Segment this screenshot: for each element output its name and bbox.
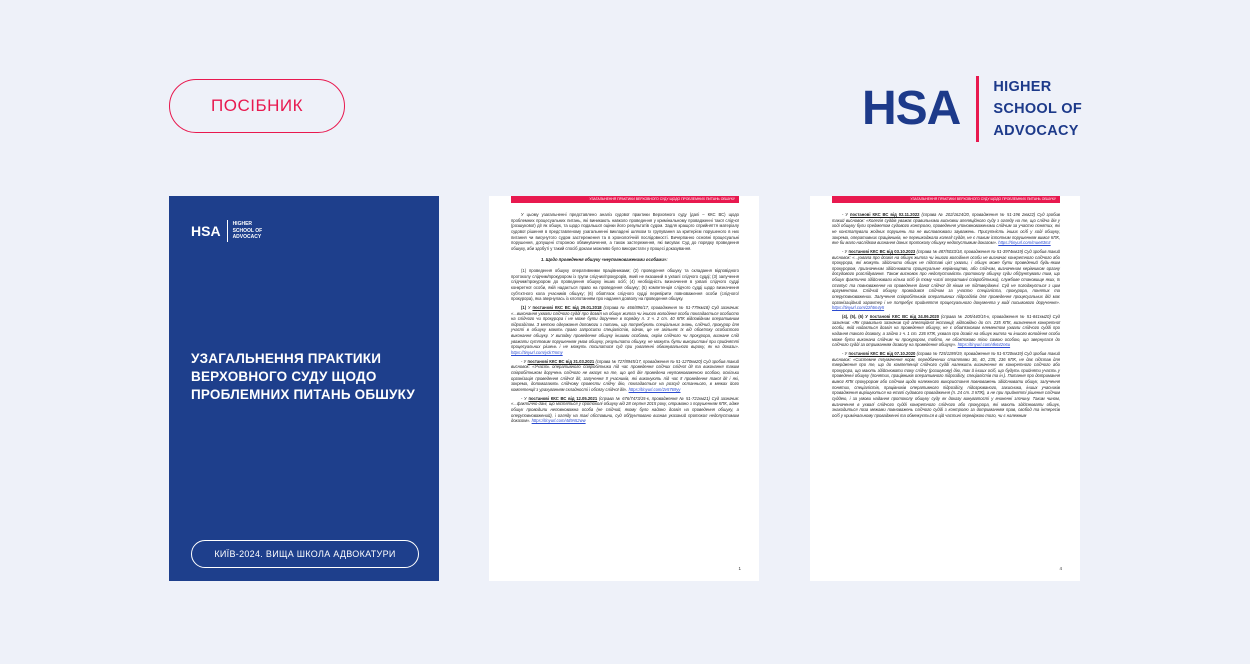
page-number: 1 <box>738 566 741 571</box>
case-link[interactable]: https://tinyurl.com/yck7mmy <box>511 349 563 355</box>
case-paragraph: - У постанові ККС ВС від 03.10.2023 (справа № 487/5033/18, провадження № 51-3974км19) Суд зробив такий висновок: «...ухвала про дозвіл на обшук житла чи іншого володіння особи не визначає конкретного слідчого або прокурора, які можуть здійснити обшук не підставі цієї ухвали, і обшук може бути проведений будь-яким прокурором, призначеним здійснювати процесуальне керівництво, або слідчим, визначеним керівником органу досудового розслідування. Також висновок про недопустимість протоколу обшуку суди обґрунтували тим, що обшук фактично здійснювали кілька осіб (в тому числі оперативні співробітники), службове становище яких, їх статус та повноваження на проведення даної слідчої дії ніким не підтверджені. Суд не погоджується з цим аргументом. Слідчий обшуку проводився слідчим за участю спеціаліста, прокурора, понятих та оперуповноважених. Залучення співробітників оперативних підрозділів для проведення процесуальних дій має організаційний характер і не потребує прийняття процесуального документа у виді письмового доручення». https://tinyurl.com/2zhtm4y5 <box>832 248 1060 311</box>
cover-logo-divider <box>227 220 228 242</box>
section-heading: 1. Щодо проведення обшуку «неуповноваженими особами»: <box>541 257 668 263</box>
page-body <box>511 212 739 427</box>
case-paragraph <box>832 314 1060 348</box>
list-paragraph: (1) проведення обшуку оперативними працівниками; (2) проведення обшуку та складання відповідного протоколу слідчим/прокурором із групи слідчих/прокурорів, який не вказаний в ухвалі слідчого судді; (3) залучення слідчим/прокурором до проведення обшуку інших осіб; (4) необхідність визначення в ухвалі слідчого судді конкретної особи, якій надається право на проведення обшуку; (5) компетенція слідчого судді щодо визначення суб'єктного кола учасників обшуку; (6) обов'язок слідчого судді перевірити повноваження особи (слідчого/прокурора), яка звернулась із клопотанням про надання дозволу на проведення обшуку. <box>511 268 739 302</box>
case-text: (справа № 466/896/17, провадження № 51-779км18) Суд зазначив: «...виконання ухвали слідчого судді про дозвіл на обшук житла чи іншого володіння особи покладається особисто на слідчого чи прокурора і не може бути доручене в порядку п. 3 ч. 2 ст. 40 КПК відповідним оперативним підрозділам. З метою одержання допомоги з питань, що потребують спеціальних знань, слідчий, прокурор для участі в обшуку мають право запросити спеціалістів, однак, це не звільняє їх від обов'язку особистого виконання обшуку. У випадку проведення обшуку іншими особами, окрім слідчого чи прокурора, визнане слід уважати суттєвим порушенням умов обшуку, результати обшуку, не можуть бути використані при прийнятті процесуальних рішень і не можуть посилатися суд при ухваленні обвинувального вироку, як на докази». <box>511 304 739 350</box>
logo-line-2: SCHOOL OF <box>993 100 1082 117</box>
cover-logo-mark: HSA <box>191 223 221 239</box>
logo-line-3: ADVOCACY <box>993 123 1079 140</box>
case-prefix: (4), (5), (6) У <box>842 314 868 319</box>
page-header: УЗАГАЛЬНЕННЯ ПРАКТИКИ ВЕРХОВНОГО СУДУ ЩОДО ПРОБЛЕМНИХ ПИТАНЬ ОБШУКУ <box>511 196 739 203</box>
guide-badge: ПОСІБНИК <box>169 79 345 133</box>
cover-logo-words <box>233 221 263 241</box>
case-link[interactable]: https://tinyurl.com/mue83mz <box>998 240 1051 246</box>
page-header: УЗАГАЛЬНЕННЯ ПРАКТИКИ ВЕРХОВНОГО СУДУ ЩОДО ПРОБЛЕМНИХ ПИТАНЬ ОБШУКУ <box>832 196 1060 203</box>
case-ref: постанові ККС ВС від 24.06.2020 <box>869 314 940 319</box>
case-link[interactable]: https://tinyurl.com/4d9n52ww <box>531 418 586 424</box>
case-text: (справа № 727/8945/17, провадження № 51-1270км20) Суд зробив такий висновок: «Участь оперативного співробітника під час проведення слідчих слідчої дії та виконання таким співробітником доручень слідчого не вказує на те, що цей дія проведена неуповноваженою особою, оскільки організація проведення слідчої дії, залучення її учасників, які виконують під час її проведення такої дії і які, зокрема, допомагають слідчому провести слідчу дію, покладається на розсуд останнього, в межах його компетенції з урахуванням складності і обсягу слідчої дії». <box>511 358 739 392</box>
case-ref: постанові ККС ВС від 29.01.2018 <box>532 304 602 310</box>
case-text: (справа № 202/1624/20, провадження № 51-196 2км22) Суд зробив такий висновок: «Колегія суддів уважає правильними висновки апеляційного суду з огляду на те, що слідча дія у ході обшуку були предметом судового контролю, проведення упоновноваженими слідчим за участю понятих, які не констатували жодних порушень та не висловлювали зауважень. Присутність інших осіб у ході обшуку, зокрема, оперативних працівників, не перешкоджала колегії суддя, не є таким істотним порушенням вимог КПК, яке би мало наслідком визнання даних протоколу обшуку недопустимим доказом». <box>832 212 1060 246</box>
case-link[interactable]: https://tinyurl.com/4k642n6u <box>957 342 1011 348</box>
cover-logo-line-2: SCHOOL OF <box>232 227 263 234</box>
cover-logo <box>191 220 262 242</box>
hsa-logo <box>862 76 1082 142</box>
case-ref: постанові ККС ВС від 03.10.2023 <box>848 248 916 254</box>
logo-mark: HSA <box>862 82 961 135</box>
case-paragraph: - У постанові ККС ВС від 02.11.2022 (справа № 202/1624/20, провадження № 51-196 2км22) Суд зробив такий висновок: «Колегія суддів уважає правильними висновки апеляційного суду з огляду на те, що слідча дія у ході обшуку були предметом судового контролю, проведення упоновноваженими слідчим за участю понятих, які не констатували жодних порушень та не висловлювали зауважень. Присутність інших осіб у ході обшуку, зокрема, оперативних працівників, не перешкоджала колегії суддя, не є таким істотним порушенням вимог КПК, яке би мало наслідком визнання даних протоколу обшуку недопустимим доказом». https://tinyurl.com/mue83mz <box>832 212 1060 246</box>
case-link[interactable]: https://tinyurl.com/2v5769yy <box>628 386 681 392</box>
logo-divider <box>976 76 979 142</box>
case-text: (справа № 725/1199/19, провадження № 51-5720км19) Суд зробив такий висновок: «Системне тлумачення норм, передбачених статтями 36, 40, 235, 236 КПК, не дає підстав для твердження про те, що до компетенції слідчого судді належить визначення як конкретного слідчого або прокурора, що мають здійснювати таку слідчу (розшукову) дію, так й інших осіб, що будуть прийняти участь у проведенні обшуку (понятих, працівників оперативного підрозділу, спеціалістів та ін.). Питання про дотримання вимог КПК прокурором або слідчим щодо належного використання повноважень здійснювати обшук, залучення понятих, спеціалістів, працівників оперативного підрозділу, підозрюваного, захисника, інших учасників провадження вирішуються на етапі судового провадження (п. 24 ст. 3 КПК), а не при прийнятті рішення слідчим суддею, і за умови надання протоколу обшуку суду як доказу винуватості у вчиненні злочину. Таким чином, визначення в ухвалі слідчого судді конкретного слідчого або прокурора, які мають здійснювати обшук, знаходиться поза межами повноважень слідчого судді з контролю за дотриманням прав, свобод та інтересів осіб у кримінальному провадженні та обмежується в цій частині перевіркою того, чи є належним <box>832 350 1060 418</box>
case-ref: постанові ККС ВС від 02.11.2022 <box>849 212 920 217</box>
case-ref: постанові ККС ВС від 31.03.2021 <box>527 358 595 364</box>
case-link[interactable]: https://tinyurl.com/2zhtm4y5 <box>832 305 885 311</box>
case-text: (справа № 676/7473/15-к, провадження № 51-721км21) Суд зазначив: «...фактично дані, що містяться у протоколі обшуку від 28 серпня 2015 року, отримано з порушенням КПК, адже обшук проводили неповноважна особа (не слідчий, якому було надано дозвіл на проведення обшуку, а оперуповноважений), і огляду на такі обставини, суд обґрунтовано визнав указаний протокол недопустимим доказом». <box>511 395 739 424</box>
document-page-4 <box>810 196 1080 581</box>
case-paragraph: - У постанові ККС ВС від 12.05.2021 (справа № 676/7473/15-к, провадження № 51-721км21) Суд зазначив: «...фактично дані, що містяться у протоколі обшуку від 28 серпня 2015 року, отримано з порушенням КПК, адже обшук проводили неповноважна особа (не слідчий, якому було надано дозвіл на проведення обшуку, а оперуповноважений), і огляду на такі обставини, суд обґрунтовано визнав указаний протокол недопустимим доказом». https://tinyurl.com/4d9n52ww <box>511 395 739 424</box>
case-paragraph: (1) У постанові ККС ВС від 29.01.2018 (справа № 466/896/17, провадження № 51-779км18) Суд зазначив: «...виконання ухвали слідчого судді про дозвіл на обшук житла чи іншого володіння особи покладається особисто на слідчого чи прокурора і не може бути доручене в порядку п. 3 ч. 2 ст. 40 КПК відповідним оперативним підрозділам. З метою одержання допомоги з питань, що потребують спеціальних знань, слідчий, прокурор для участі в обшуку мають право запросити спеціалістів, однак, це не звільняє їх від обов'язку особистого виконання обшуку. У випадку проведення обшуку іншими особами, окрім слідчого чи прокурора, визнане слід уважати суттєвим порушенням умов обшуку, результати обшуку, не можуть бути використані при прийнятті процесуальних рішень і не можуть посилатися суд при ухваленні обвинувального вироку, як на докази». https://tinyurl.com/yck7mmy <box>511 304 739 355</box>
case-text: (справа № 487/5033/18, провадження № 51-3974км19) Суд зробив такий висновок: «...ухвала про дозвіл на обшук житла чи іншого володіння особи не визначає конкретного слідчого або прокурора, які можуть здійснити обшук не підставі цієї ухвали, і обшук може бути проведений будь-яким прокурором, призначеним здійснювати процесуальне керівництво, або слідчим, визначеним керівником органу досудового розслідування. Також висновок про недопустимість протоколу обшуку суди обґрунтували тим, що обшук фактично здійснювали кілька осіб (в тому числі оперативні співробітники), службове становище яких, їх статус та повноваження на проведення даної слідчої дії ніким не підтверджені. Суд не погоджується з цим аргументом. Слідчий обшуку проводився слідчим за участю спеціаліста, прокурора, понятих та оперуповноважених. Залучення співробітників оперативних підрозділів для проведення процесуальних дій має організаційний характер і не потребує прийняття процесуального документа у виді письмового доручення». <box>832 248 1060 305</box>
book-cover <box>169 196 439 581</box>
logo-line-1: HIGHER <box>993 78 1052 95</box>
page-body <box>832 212 1060 422</box>
case-paragraph: - У постанові ККС ВС від 07.10.2020 (справа № 725/1199/19, провадження № 51-5720км19) Суд зробив такий висновок: «Системне тлумачення норм, передбачених статтями 36, 40, 235, 236 КПК, не дає підстав для твердження про те, що до компетенції слідчого судді належить визначення як конкретного слідчого або прокурора, що мають здійснювати таку слідчу (розшукову) дію, так й інших осіб, що будуть прийняти участь у проведенні обшуку (понятих, працівників оперативного підрозділу, спеціалістів та ін.). Питання про дотримання вимог КПК прокурором або слідчим щодо належного використання повноважень здійснювати обшук, залучення понятих, спеціалістів, працівників оперативного підрозділу, підозрюваного, захисника, інших учасників провадження вирішуються на етапі судового провадження (п. 24 ст. 3 КПК), а не при прийнятті рішення слідчим суддею, і за умови надання протоколу обшуку суду як доказу винуватості у вчиненні злочину. Таким чином, визначення в ухвалі слідчого судді конкретного слідчого або прокурора, які мають здійснювати обшук, знаходиться поза межами повноважень слідчого судді з контролю за дотриманням прав, свобод та інтересів осіб у кримінальному провадженні та обмежується в цій частині перевіркою того, чи є належним <box>832 350 1060 418</box>
intro-paragraph: У цьому узагальненні представлено аналіз судової практики Верховного суду (далі – ККС ВС) щодо проблемних процесуальних питань, які виникають навколо проведення у кримінальному провадженні такої слідчої (розшукової) дії як обшук, та щодо подальшої оцінки його результатів судом. Задля кращого сприйняття матеріалу судової рішення в представленому узагальненні викладені шляхом їх групування за критерієм порушеного в них питання чи висунутого судом застереження та в хронологічній послідовності. Вичерпанно основні процесуальні порушення, допущені стороною обвинувачення, а також застереження, які висуває Суд до порядку проведення обшуку, аби здобуті у такий спосіб докази можливо було використати у процесі доказування. <box>511 212 739 251</box>
document-page-1 <box>489 196 759 581</box>
logo-words <box>993 78 1082 140</box>
case-ref: постанові ККС ВС від 07.10.2020 <box>848 350 916 356</box>
cover-title: УЗАГАЛЬНЕННЯ ПРАКТИКИ ВЕРХОВНОГО СУДУ ЩОДО ПРОБЛЕМНИХ ПИТАНЬ ОБШУКУ <box>191 351 416 402</box>
cover-logo-line-1: HIGHER <box>232 221 253 228</box>
case-text: (справа № 205/440/15-к, провадження № 51-841км20) Суд зазначив: «Як правильно зазначив суд апеляційної інстанції, відповідно до ст. 235 КПК, визначення конкретної особи, якій надається дозвіл на проведення обшуку, не є обов'язковим елементом ухвали слідчого судді про надання такого дозволу, а згідно з ч. 1 ст. 236 КПК, ухвала про дозвіл на обшук житла чи іншого володіння особи може бути виконана слідчим чи прокурором, тобто, не обов'язково тією самою особою, що звернулася до слідчого судді за отриманням дозволу на проведення обшуку». <box>832 314 1060 348</box>
page-number: 4 <box>1059 566 1062 571</box>
case-ref: постанові ККС ВС від 12.05.2021 <box>528 395 598 401</box>
cover-footer: КИЇВ-2024. ВИЩА ШКОЛА АДВОКАТУРИ <box>191 540 419 568</box>
cover-logo-line-3: ADVOCACY <box>232 234 262 241</box>
case-paragraph: - У постанові ККС ВС від 31.03.2021 (справа № 727/8945/17, провадження № 51-1270км20) Суд зробив такий висновок: «Участь оперативного співробітника під час проведення слідчих слідчої дії та виконання таким співробітником доручень слідчого не вказує на те, що цей дія проведена неуповноваженою особою, оскільки організація проведення слідчої дії, залучення її учасників, які виконують під час її проведення такої дії і які, зокрема, допомагають слідчому провести слідчу дію, покладається на розсуд останнього, в межах його компетенції з урахуванням складності і обсягу слідчої дії». https://tinyurl.com/2v5769yy <box>511 358 739 392</box>
